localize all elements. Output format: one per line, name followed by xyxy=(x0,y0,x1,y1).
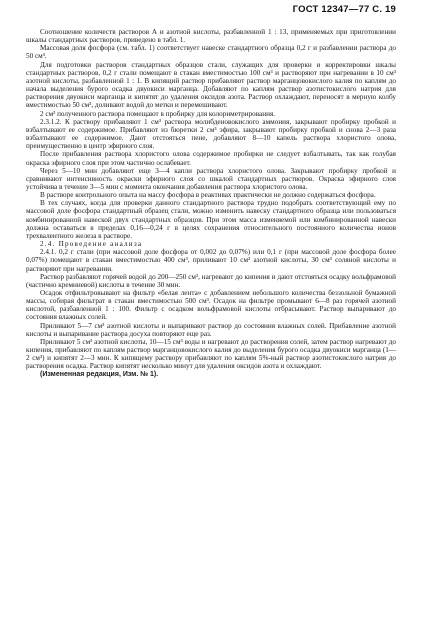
paragraph: 2.3.1.2. К раствору прибавляют 1 см³ раствора молибденовокислого аммония, закрывают пробирку пробкой и взбалтывают ее содержимое. Прибавляют из бюретки 2 см³ эфира, закрывают пробирку пробкой и снова 2—3 раза взбалтывают ее содержимое. Дают отстояться пене, добавляют 8—10 капель раствора хлористого олова, преимущественно в центр эфирного слоя. xyxy=(26,117,396,151)
paragraph: 2 см³ полученного раствора помещают в пробирку для колориметрирования. xyxy=(40,109,276,118)
paragraph: Раствор разбавляют горячей водой до 200—250 см³, нагревают до кипения и дают отстояться осадку вольфрамовой (частично кремниевой) кислоты в течение 30 мин. xyxy=(26,272,396,289)
paragraph: Для подготовки растворов стандартных образцов стали, служащих для проверки и корректировки шкалы стандартных растворов, 0,2 г стали помещают в стакан вместимостью 100 см³ и растворяют при нагревании в 10 см³ азотной кислоты, разбавленной 1 : 1. В кипящий раствор прибавляют раствор марганцовокислого калия по каплям до начала выделения бурого осадка двуокиси марганца. Добавляют по каплям раствор азотистокислого натрия для растворения двуокиси марганца и кипятят до удаления оксидов азота. Раствор охлаждают, переносят в мерную колбу вместимостью 50 см³, доливают водой до метки и перемешивают. xyxy=(26,60,396,110)
paragraph: Приливают 5—7 см³ азотной кислоты и выпаривают раствор до состояния влажных солей. Прибавление азотной кислоты и выпаривание раствора досуха повторяют еще раз. xyxy=(26,321,396,338)
document-body xyxy=(26,28,396,379)
paragraph: В тех случаях, когда для проверки данного стандартного раствора трудно подобрать соответствующий ему по массовой доле фосфора стандартный образец стали, можно изменить навеску стандартного образца или пользоваться комбинированной навеской двух стандартных образцов. При этом масса изменяемой или комбинированной навески должна оставаться в пределах 0,16—0,24 г в целях сохранения относительного постоянного количества ионов трехвалентного железа в растворе. xyxy=(26,199,396,240)
amendment-note: (Измененная редакция, Изм. № 1). xyxy=(40,370,159,378)
paragraph: В растворе контрольного опыта на массу фосфора в реактивах практически не должно содержаться фосфора. xyxy=(40,191,376,200)
paragraph: Через 5—10 мин добавляют еще 3—4 капли раствора хлористого олова. Закрывают пробирку пробкой и сравнивают интенсивность окраски эфирного слоя со шкалой стандартных растворов. Окраска эфирного слоя устойчива в течение 3—5 мин с момента окончания добавления раствора хлористого олова. xyxy=(26,166,396,191)
page-header: ГОСТ 12347—77 С. 19 xyxy=(292,4,396,15)
paragraph: Осадок отфильтровывают на фильтр «белая лента» с добавлением небольшого количества беззольной бумажной массы, собирая фильтрат в стакан вместимостью 500 см³. Осадок на фильтре промывают 6—8 раз горячей азотной кислотой, разбавленной 1 : 100. Фильтр с осадком вольфрамовой кислоты отбрасывают. Раствор выпаривают до состояния влажных солей. xyxy=(26,289,396,322)
paragraph: 2.4.1. 0,2 г стали (при массовой доле фосфора от 0,002 до 0,07%) или 0,1 г (при массовой доле фосфора более 0,07%) помещают в стакан вместимостью 400 см³, приливают 10 см³ азотной кислоты, 30 см³ соляной кислоты и растворяют при нагревании. xyxy=(26,248,396,273)
section-heading: 2.4. Проведение анализа xyxy=(40,240,143,249)
paragraph: После прибавления раствора хлористого олова содержимое пробирки не следует взбалтывать, так как голубая окраска эфирного слоя при этом частично ослабевает. xyxy=(26,150,396,167)
paragraph: Приливают 5 см³ азотной кислоты, 10—15 см³ воды и нагревают до растворения солей, затем раствор нагревают до кипения, прибавляют по каплям раствор марганцовокислого калия до выделения бурого осадка двуокиси марганца (1—2 см³) и кипятят 2—3 мин. К кипящему раствору прибавляют по каплям 5%-ный раствор азотистокислого натрия до растворения осадка. Раствор кипятят несколько минут для удаления оксидов азота и охлаждают. xyxy=(26,337,396,371)
paragraph: Соотношение количеств растворов А и азотной кислоты, разбавленной 1 : 13, применяемых при приготовлении шкалы стандартных растворов, приведено в табл. 1. xyxy=(26,28,396,45)
paragraph: Массовая доля фосфора (см. табл. 1) соответствует навеске стандартного образца 0,2 г и разбавлении раствора до 50 см³. xyxy=(26,44,396,61)
